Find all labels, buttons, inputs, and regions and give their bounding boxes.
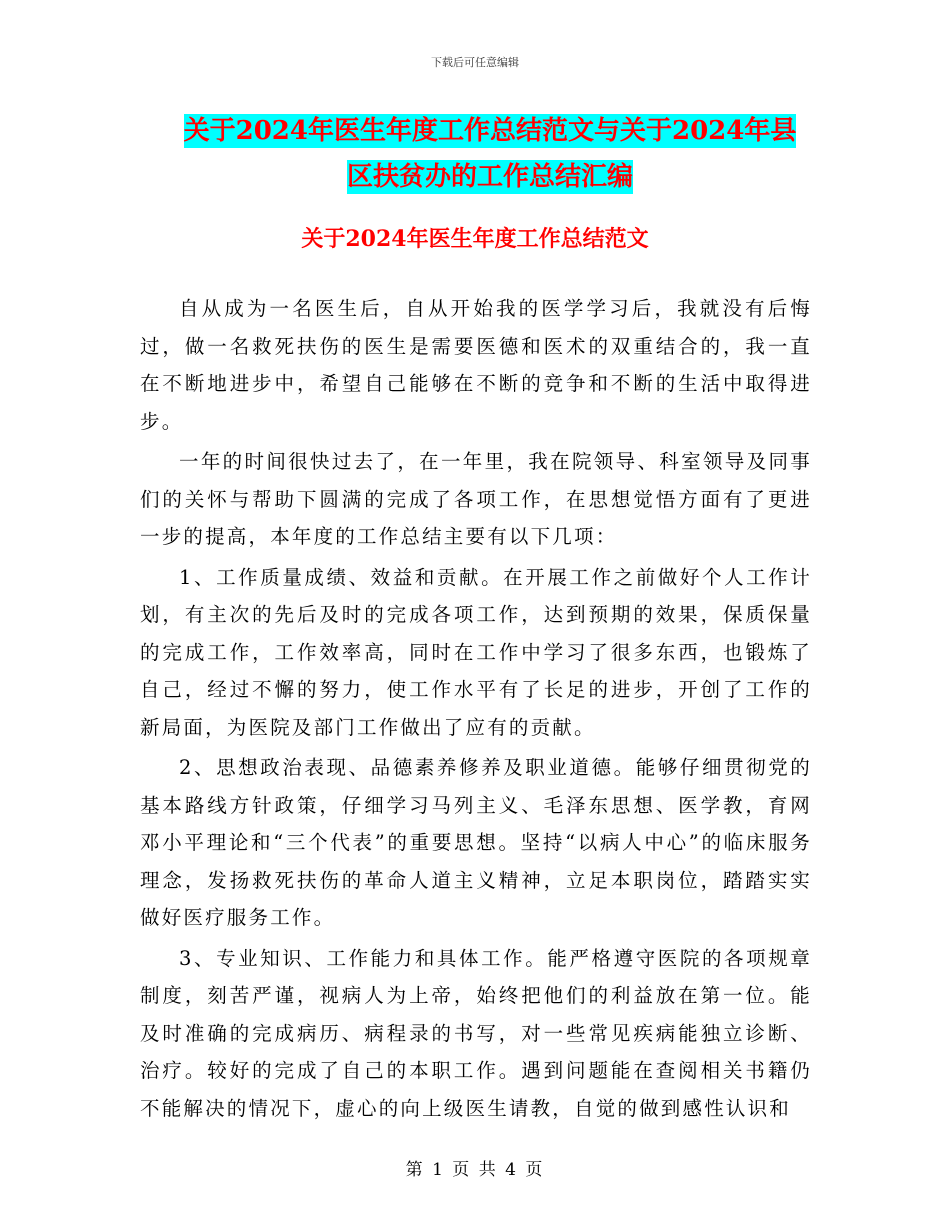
- paragraph: 1、工作质量成绩、效益和贡献。在开展工作之前做好个人工作计划，有主次的先后及时的完成各项工作，达到预期的效果，保质保量的完成工作，工作效率高，同时在工作中学习了很多东西，也锻炼了自己，经过不懈的努力，使工作水平有了长足的进步，开创了工作的新局面，为医院及部门工作做出了应有的贡献。: [140, 565, 812, 739]
- document-title-line1: 关于2024年医生年度工作总结范文与关于2024年县: [183, 116, 797, 146]
- page-header-note: 下载后可任意编辑: [431, 56, 519, 69]
- document-title: [140, 108, 840, 200]
- page-number-footer: 第 1 页 共 4 页: [405, 1160, 545, 1180]
- paragraph: 2、思想政治表现、品德素养修养及职业道德。能够仔细贯彻党的基本路线方针政策，仔细学习马列主义、毛泽东思想、医学教，育网邓小平理论和“三个代表”的重要思想。坚持“以病人中心”的临床服务理念，发扬救死扶伤的革命人道主义精神，立足本职岗位，踏踏实实做好医疗服务工作。: [140, 756, 812, 929]
- document-title-line2: 区扶贫办的工作总结汇编: [346, 162, 633, 192]
- paragraph: 一年的时间很快过去了，在一年里，我在院领导、科室领导及同事们的关怀与帮助下圆满的完成了各项工作，在思想觉悟方面有了更进一步的提高，本年度的工作总结主要有以下几项：: [140, 450, 812, 548]
- paragraph: 3、专业知识、工作能力和具体工作。能严格遵守医院的各项规章制度，刻苦严谨，视病人为上帝，始终把他们的利益放在第一位。能及时准确的完成病历、病程录的书写，对一些常见疾病能独立诊断、治疗。较好的完成了自己的本职工作。遇到问题能在查阅相关书籍仍不能解决的情况下，虚心的向上级医生请教，自觉的做到感性认识和: [140, 946, 812, 1120]
- section-title: 关于2024年医生年度工作总结范文: [301, 226, 649, 252]
- document-body: [140, 290, 812, 1130]
- paragraph: 自从成为一名医生后，自从开始我的医学学习后，我就没有后悔过，做一名救死扶伤的医生是需要医德和医术的双重结合的，我一直在不断地进步中，希望自己能够在不断的竞争和不断的生活中取得进步。: [140, 297, 812, 433]
